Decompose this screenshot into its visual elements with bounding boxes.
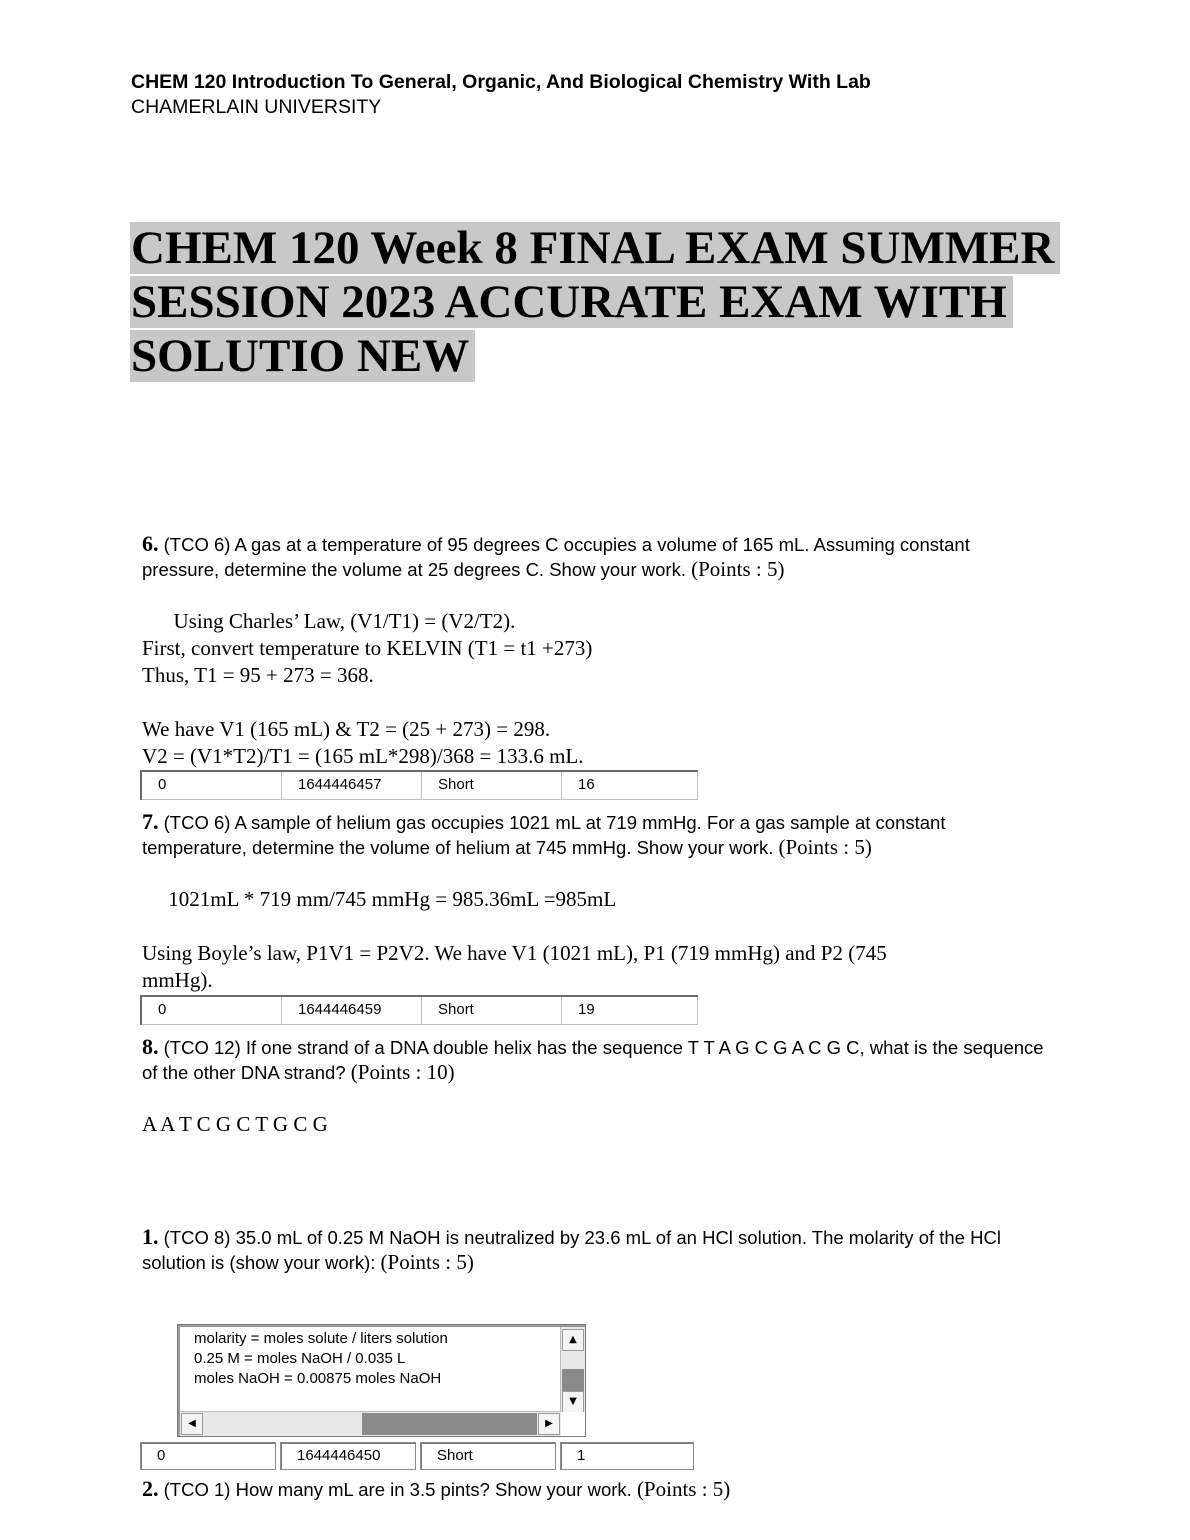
horizontal-scroll-thumb[interactable] bbox=[362, 1413, 537, 1435]
answer-line: molarity = moles solute / liters solution bbox=[194, 1330, 448, 1347]
answer-line bbox=[142, 913, 887, 940]
question-number: 2. bbox=[142, 1476, 159, 1501]
meta-cell: 19 bbox=[562, 997, 698, 1025]
question-2 bbox=[142, 1476, 1052, 1502]
question-points: (Points : 5) bbox=[380, 1250, 474, 1274]
scroll-up-arrow-icon[interactable]: ▲ bbox=[562, 1329, 584, 1351]
question-text: (TCO 1) How many mL are in 3.5 pints? Show your work. bbox=[163, 1479, 632, 1500]
question-points: (Points : 5) bbox=[778, 835, 872, 859]
meta-cell: 0 bbox=[142, 997, 282, 1025]
meta-cell: 1644446457 bbox=[282, 772, 422, 800]
meta-cell: Short bbox=[422, 772, 562, 800]
answer-line: Using Boyle’s law, P1V1 = P2V2. We have V1 (1021 mL), P1 (719 mmHg) and P2 (745 bbox=[142, 941, 887, 965]
question-meta-row bbox=[140, 995, 698, 1025]
question-text: (TCO 6) A gas at a temperature of 95 degrees C occupies a volume of 165 mL. Assuming constant pressure, determine the volume at 25 degrees C. Show your work. bbox=[142, 534, 970, 580]
answer-text bbox=[194, 1329, 448, 1389]
question-points: (Points : 5) bbox=[691, 557, 785, 581]
answer-line: V2 = (V1*T2)/T1 = (165 mL*298)/368 = 133.6 mL. bbox=[142, 744, 584, 768]
meta-cell: 0 bbox=[142, 772, 282, 800]
question-number: 8. bbox=[142, 1034, 159, 1059]
answer-line: mmHg). bbox=[142, 968, 213, 992]
scroll-right-arrow-icon[interactable]: ▶ bbox=[538, 1413, 560, 1435]
vertical-scroll-thumb[interactable] bbox=[562, 1369, 584, 1391]
scroll-down-arrow-icon[interactable]: ▼ bbox=[562, 1391, 584, 1413]
question-points: (Points : 5) bbox=[636, 1477, 731, 1501]
horizontal-scrollbar[interactable] bbox=[180, 1411, 561, 1436]
question-number: 7. bbox=[142, 809, 159, 834]
document-title bbox=[130, 222, 1070, 384]
question-text: (TCO 6) A sample of helium gas occupies 1021 mL at 719 mmHg. For a gas sample at constant temperature, determine the volume of helium at 745 mmHg. Show your work. bbox=[142, 812, 946, 858]
meta-cell: 1644446450 bbox=[280, 1442, 416, 1470]
answer-line: 1021mL * 719 mm/745 mmHg = 985.36mL =985mL bbox=[142, 887, 617, 911]
answer-line: We have V1 (165 mL) & T2 = (25 + 273) = 298. bbox=[142, 717, 551, 741]
question-text: (TCO 12) If one strand of a DNA double helix has the sequence T T A G C G A C G C, what is the sequence of the other DNA strand? bbox=[142, 1037, 1044, 1083]
question-6 bbox=[142, 531, 1052, 582]
answer-line bbox=[142, 689, 592, 716]
meta-cell: 16 bbox=[562, 772, 698, 800]
meta-cell: 1 bbox=[560, 1442, 694, 1470]
answer-line: 0.25 M = moles NaOH / 0.035 L bbox=[194, 1350, 406, 1367]
question-number: 6. bbox=[142, 531, 159, 556]
question-points: (Points : 10) bbox=[350, 1060, 455, 1084]
question-7 bbox=[142, 809, 1052, 860]
answer-line: First, convert temperature to KELVIN (T1 = t1 +273) bbox=[142, 636, 593, 660]
answer-line: moles NaOH = 0.00875 moles NaOH bbox=[194, 1370, 442, 1387]
scroll-left-arrow-icon[interactable]: ◀ bbox=[181, 1413, 203, 1435]
meta-cell: Short bbox=[422, 997, 562, 1025]
question-meta-row bbox=[140, 1442, 698, 1472]
course-title: CHEM 120 Introduction To General, Organic, And Biological Chemistry With Lab bbox=[131, 71, 871, 93]
answer-textarea[interactable] bbox=[177, 1324, 586, 1437]
question-text: (TCO 8) 35.0 mL of 0.25 M NaOH is neutralized by 23.6 mL of an HCl solution. The molarity of the HCl solution is (show your work): bbox=[142, 1227, 1001, 1273]
meta-cell: Short bbox=[420, 1442, 556, 1470]
meta-cell: 1644446459 bbox=[282, 997, 422, 1025]
vertical-scrollbar[interactable] bbox=[560, 1327, 585, 1413]
question-8 bbox=[142, 1034, 1052, 1085]
university-name: CHAMERLAIN UNIVERSITY bbox=[131, 96, 382, 118]
scrollbar-corner bbox=[561, 1412, 585, 1436]
answer-6 bbox=[142, 608, 592, 770]
answer-8: A A T C G C T G C G bbox=[142, 1112, 328, 1136]
answer-line: Thus, T1 = 95 + 273 = 368. bbox=[142, 663, 374, 687]
answer-line: Using Charles’ Law, (V1/T1) = (V2/T2). bbox=[142, 609, 516, 633]
answer-7 bbox=[142, 886, 887, 994]
title-line: SOLUTIO NEW bbox=[130, 330, 475, 382]
question-meta-row bbox=[140, 770, 698, 800]
title-line: CHEM 120 Week 8 FINAL EXAM SUMMER bbox=[130, 222, 1060, 274]
question-1 bbox=[142, 1224, 1052, 1275]
title-line: SESSION 2023 ACCURATE EXAM WITH bbox=[130, 276, 1013, 328]
meta-cell: 0 bbox=[140, 1442, 276, 1470]
question-number: 1. bbox=[142, 1224, 159, 1249]
